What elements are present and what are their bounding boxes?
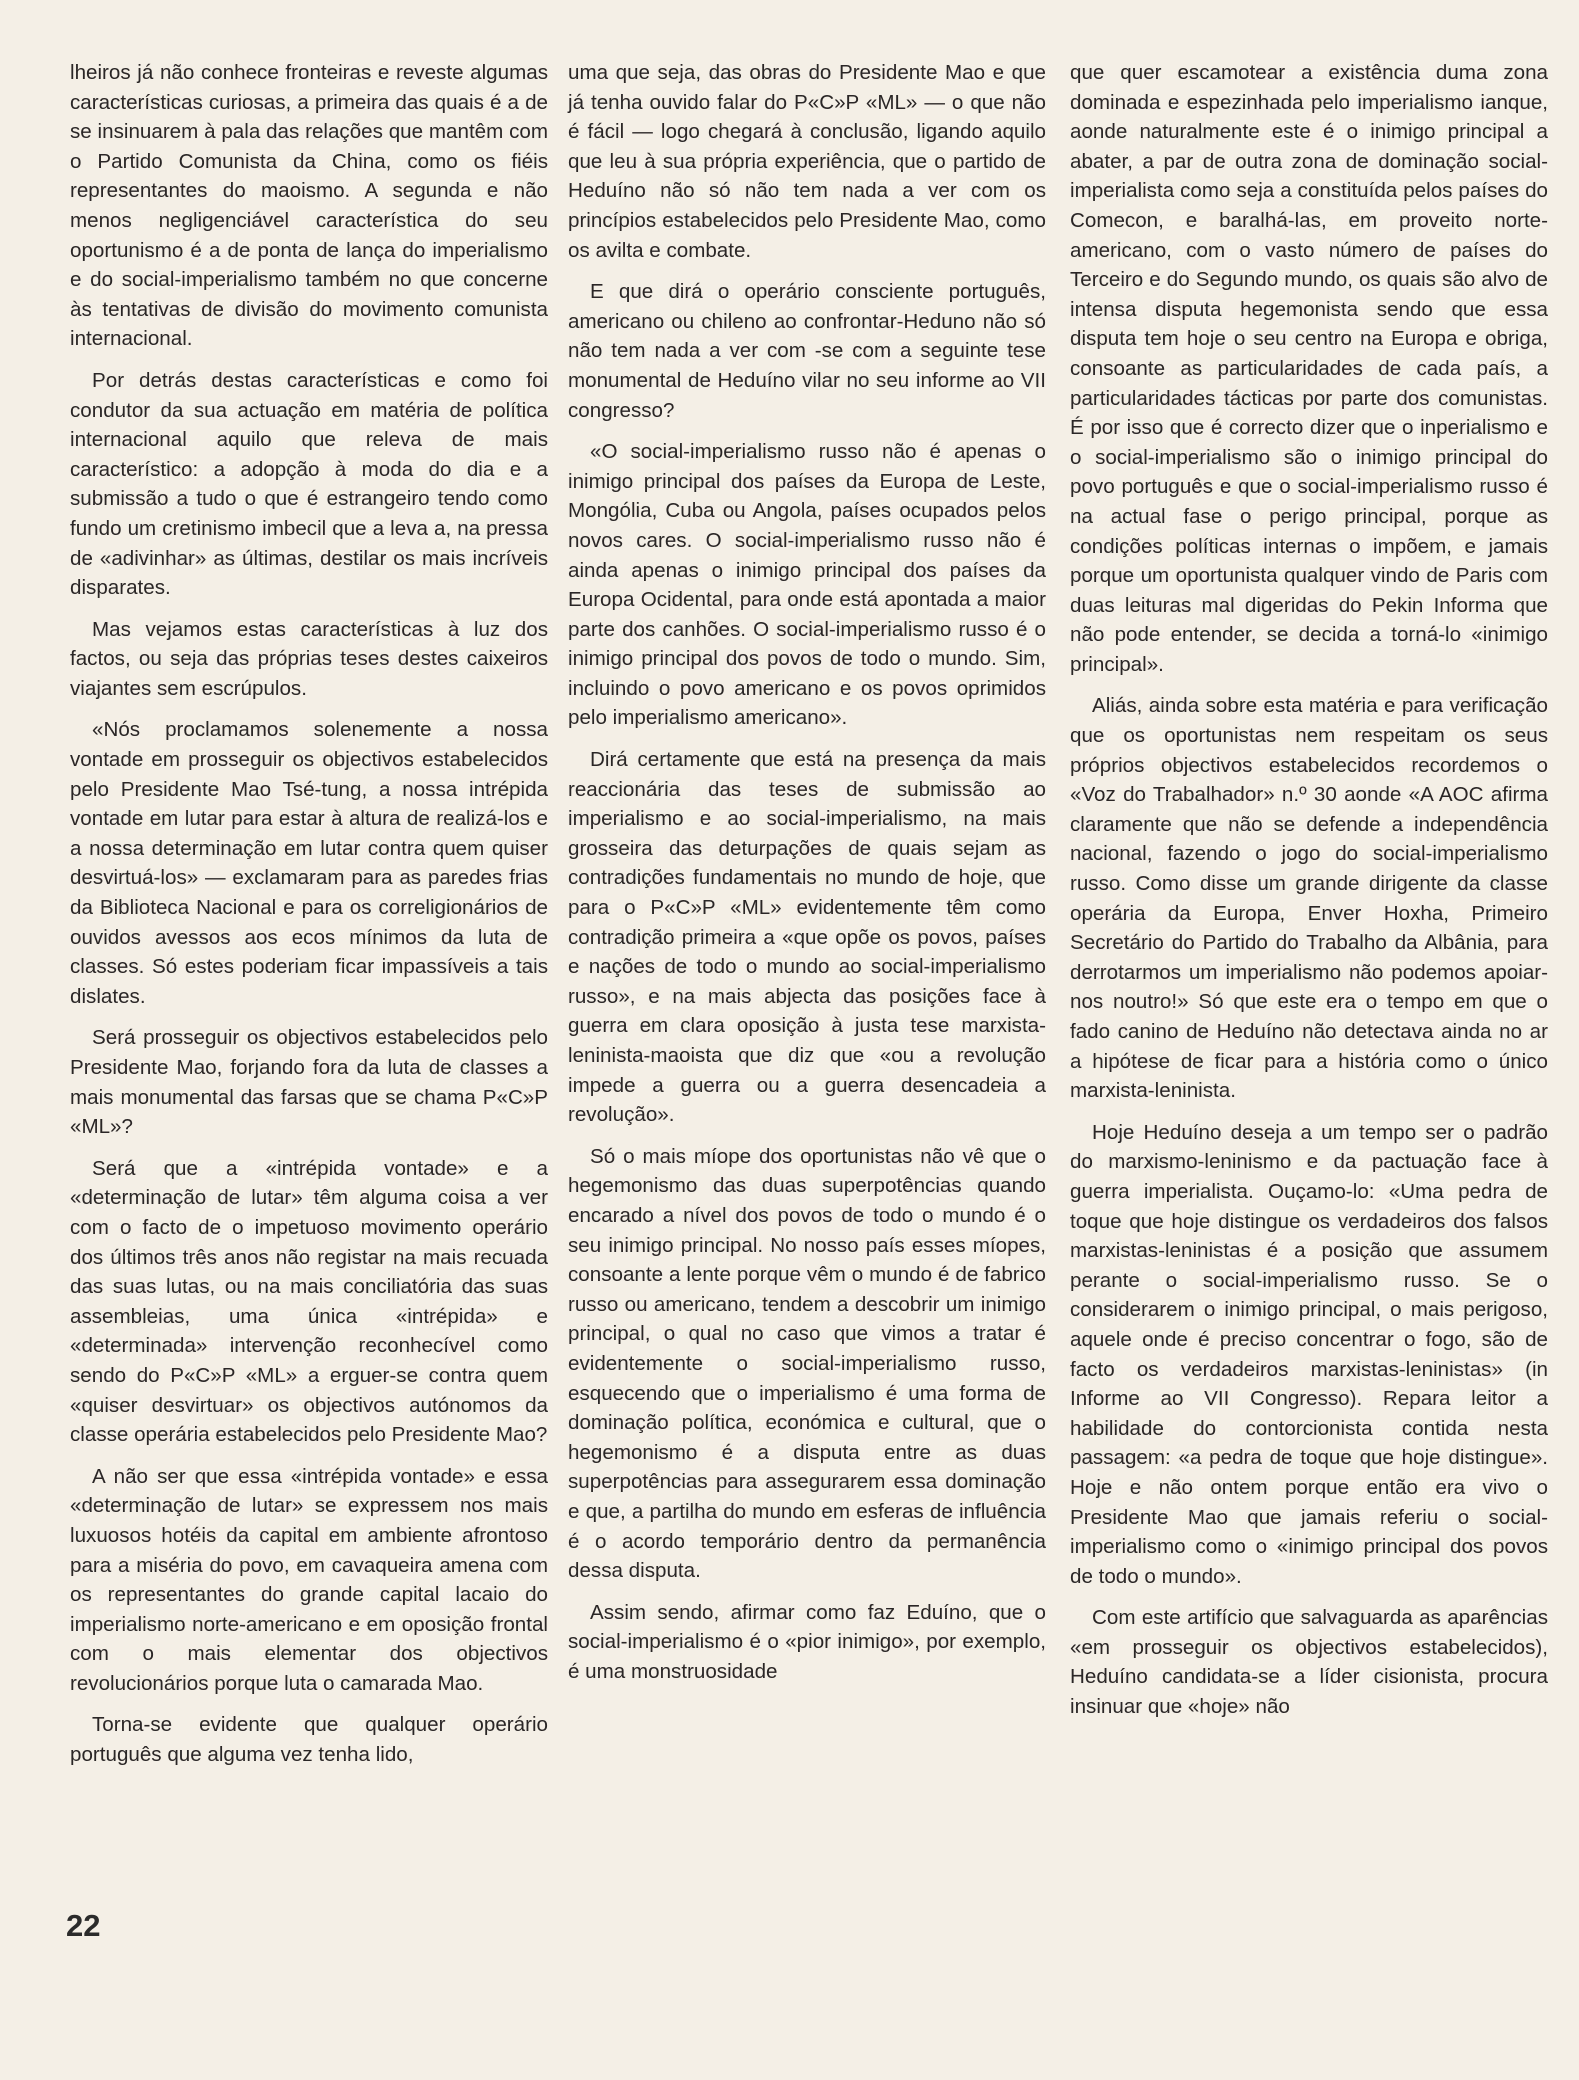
paragraph: Com este artifício que salvaguarda as aparências «em prosseguir os objectivos estabelecidos), Heduíno candidata-se a líder cisionista, procura insinuar que «hoje» não — [1070, 1606, 1548, 1719]
paragraph: «Nós proclamamos solenemente a nossa vontade em prosseguir os objectivos estabelecidos pelo Presidente Mao Tsé-tung, a nossa intrépida vontade em lutar para estar à altura de realizá-los e a nossa determinação em lutar contra quem quiser desvirtuá-los» — exclamaram para as paredes frias da Biblioteca Nacional e para os correligionários de ouvidos avessos aos ecos mínimos da luta de classes. Só estes poderiam ficar impassíveis a tais dislates. — [70, 718, 548, 1008]
paragraph: Só o mais míope dos oportunistas não vê que o hegemonismo das duas superpotências quando encarado a nível dos povos de todo o mundo é o seu inimigo principal. No nosso país esses míopes, consoante a lente porque vêm o mundo é de fabrico russo ou americano, tendem a descobrir um inimigo principal, o qual no caso que vimos a tratar é evidentemente o social-imperialismo russo, esquecendo que o imperialismo é uma forma de dominação política, económica e cultural, que o hegemonismo é a disputa entre as duas superpotências para assegurarem essa dominação e que, a partilha do mundo em esferas de influência é o acordo temporário dentro da permanência dessa disputa. — [568, 1144, 1046, 1583]
paragraph: que quer escamotear a existência duma zona dominada e espezinhada pelo imperialismo ianque, aonde naturalmente este é o inimigo principal a abater, a par de outra zona de dominação social-imperialista como seja a constituída pelos países do Comecon, e baralhá-las, em proveito norte-americano, com o vasto número de países do Terceiro e do Segundo mundo, os quais são alvo de intensa disputa hegemonista sendo que essa disputa tem hoje o seu centro na Europa e obriga, consoante as particularidades de cada país, a particularidades tácticas por parte dos comunistas. É por isso que é correcto dizer que o inperialismo e o social-imperialismo são o inimigo principal do povo português e que o social-imperialismo russo é na actual fase o perigo principal, porque as condições políticas internas o impõem, e jamais porque um oportunista qualquer vindo de Paris com duas leituras mal digeridas do Pekin Informa que não pode entender, se decida a torná-lo «inimigo principal». — [1070, 61, 1548, 676]
paragraph: A não ser que essa «intrépida vontade» e essa «determinação de lutar» se expressem nos mais luxuosos hotéis da capital em ambiente afrontoso para a miséria do povo, em cavaqueira amena com os representantes do grande capital lacaio do imperialismo norte-americano e em oposição frontal com o mais elementar dos objectivos revolucionários porque luta o camarada Mao. — [70, 1464, 548, 1695]
paragraph: Aliás, ainda sobre esta matéria e para verificação que os oportunistas nem respeitam os seus próprios objectivos estabelecidos recordemos o «Voz do Trabalhador» n.º 30 aonde «A AOC afirma claramente que não se defende a independência nacional, fazendo o jogo do social-imperialismo russo. Como disse um grande dirigente da classe operária da Europa, Enver Hoxha, Primeiro Secretário do Partido do Trabalho da Albânia, para derrotarmos um imperialismo não podemos apoiar-nos noutro!» Só que este era o tempo em que o fado canino de Heduíno não detectava ainda no ar a hipótese de ficar para a história como o único marxista-leninista. — [1070, 694, 1548, 1103]
paragraph: E que dirá o operário consciente português, americano ou chileno ao confrontar-Heduno não só não tem nada a ver com -se com a seguinte tese monumental de Heduíno vilar no seu informe ao VII congresso? — [568, 280, 1046, 422]
paragraph: «O social-imperialismo russo não é apenas o inimigo principal dos países da Europa de Leste, Mongólia, Cuba ou Angola, países ocupados pelos novos cares. O social-imperialismo russo não é ainda apenas o inimigo principal dos países da Europa Ocidental, para onde está apontada a maior parte dos canhões. O social-imperialismo russo é o inimigo principal dos povos de todo o mundo. Sim, incluindo o povo americano e os povos oprimidos pelo imperialismo americano». — [568, 440, 1046, 730]
paragraph: Dirá certamente que está na presença da mais reaccionária das teses de submissão ao imperialismo e ao social-imperialismo, na mais grosseira das deturpações de quais sejam as contradições fundamentais no mundo de hoje, que para o P«C»P «ML» evidentemente têm como contradição primeira a «que opõe os povos, países e nações de todo o mundo ao social-imperialismo russo», e na mais abjecta das posições face à guerra em clara oposição à justa tese marxista-leninista-maoista que diz que «ou a revolução impede a guerra ou a guerra desencadeia a revolução». — [568, 748, 1046, 1127]
paragraph: Hoje Heduíno deseja a um tempo ser o padrão do marxismo-leninismo e da pactuação face à guerra imperialista. Ouçamo-lo: «Uma pedra de toque que hoje distingue os verdadeiros dos falsos marxistas-leninistas é a posição que assumem perante o social-imperialismo russo. Se o considerarem o inimigo principal, o mais perigoso, aquele onde é preciso concentrar o fogo, são de facto os verdadeiros marxistas-leninistas» (in Informe ao VII Congresso). Repara leitor a habilidade do contorcionista contida nesta passagem: «a pedra de toque que hoje distingue». Hoje e não ontem porque então era vivo o Presidente Mao que jamais referiu o social-imperialismo como o «inimigo principal dos povos de todo o mundo». — [1070, 1120, 1548, 1588]
paragraph: Será prosseguir os objectivos estabelecidos pelo Presidente Mao, forjando fora da luta de classes a mais monumental das farsas que se chama P«C»P «ML»? — [70, 1026, 548, 1139]
paragraph: Será que a «intrépida vontade» e a «determinação de lutar» têm alguma coisa a ver com o facto de o impetuoso movimento operário dos últimos três anos não registar na mais recuada das suas lutas, ou na mais conciliatória das suas assembleias, uma única «intrépida» e «determinada» intervenção reconhecível como sendo do P«C»P «ML» a erguer-se contra quem «quiser desvirtuar» os objectivos autónomos da classe operária estabelecidos pelo Presidente Mao? — [70, 1156, 548, 1447]
paragraph: Assim sendo, afirmar como faz Eduíno, que o social-imperialismo é o «pior inimigo», por exemplo, é uma monstruosidade — [568, 1600, 1046, 1683]
page-number: 22 — [66, 1908, 101, 1943]
text-column-3 — [1070, 58, 1548, 1734]
text-column-2 — [568, 58, 1046, 1698]
text-column-1 — [70, 58, 548, 1782]
paragraph: Mas vejamos estas características à luz dos factos, ou seja das próprias teses destes caixeiros viajantes sem escrúpulos. — [70, 617, 548, 700]
paragraph: uma que seja, das obras do Presidente Mao e que já tenha ouvido falar do P«C»P «ML» — o que não é fácil — logo chegará à conclusão, ligando aquilo que leu à sua própria experiência, que o partido de Heduíno não só não tem nada a ver com os princípios estabelecidos pelo Presidente Mao, como os avilta e combate. — [568, 61, 1046, 262]
paragraph: Torna-se evidente que qualquer operário português que alguma vez tenha lido, — [70, 1713, 548, 1767]
paragraph: lheiros já não conhece fronteiras e reveste algumas características curiosas, a primeira das quais é a de se insinuarem à pala das relações que mantêm com o Partido Comunista da China, como os fiéis representantes do maoismo. A segunda e não menos negligenciável característica do seu oportunismo é a de ponta de lança do imperialismo e do social-imperialismo também no que concerne às tentativas de divisão do movimento comunista internacional. — [70, 61, 548, 351]
paragraph: Por detrás destas características e como foi condutor da sua actuação em matéria de política internacional aquilo que releva de mais característico: a adopção à moda do dia e a submissão a tudo o que é estrangeiro tendo como fundo um cretinismo imbecil que a leva a, na pressa de «adivinhar» as últimas, destilar os mais incríveis disparates. — [70, 368, 548, 600]
